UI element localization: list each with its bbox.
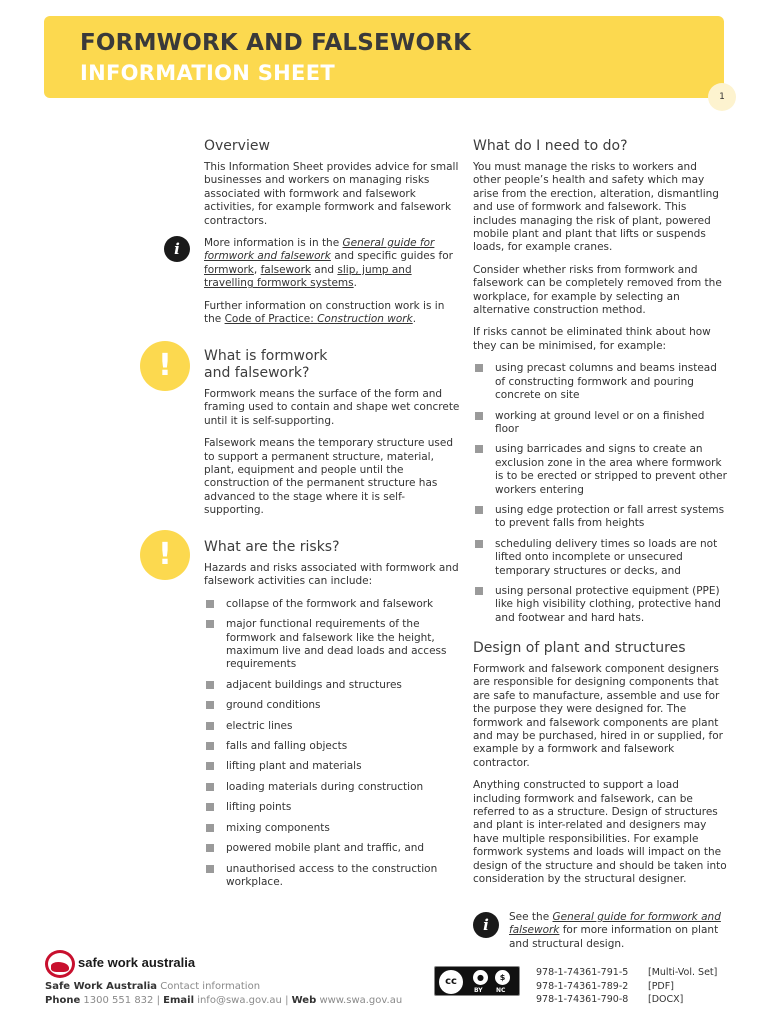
isbn-format: [DOCX] [648, 994, 684, 1005]
list-item-text: using precast columns and beams instead of constructing formwork and pouring concrete on site [495, 362, 717, 402]
list-item [204, 720, 460, 733]
isbn-format: [Multi-Vol. Set] [648, 967, 718, 978]
page-number: 1 [708, 83, 736, 111]
risks-heading: What are the risks? [204, 539, 340, 555]
phone-label: Phone [45, 995, 81, 1006]
what-do-para1: You must manage the risks to workers and other people’s health and safety which may arise from the erection, alteration, dismantling and use of formwork and falsework. This includes managing the risk of plant, powered mobile plant and plant that lifts or suspends loads, for example cranes. [473, 161, 719, 254]
list-item-text: lifting plant and materials [226, 760, 362, 773]
list-item-text: scheduling delivery times so loads are not lifted onto incomplete or unsecured temporary structures or decks, and [495, 537, 718, 577]
construction-work-label: Construction work [317, 313, 413, 326]
formwork-link[interactable]: formwork [204, 263, 254, 276]
more-info-prefix: More information is in the [204, 237, 343, 250]
what-do-para2: Consider whether risks from formwork and falsework can be completely removed from the workplace, for example by selecting an alternative construction method. [473, 263, 722, 317]
web-label: Web [291, 995, 317, 1006]
separator: | [281, 995, 292, 1006]
bullet-icon [206, 844, 214, 852]
what-is-heading [204, 348, 460, 382]
list-item [204, 822, 460, 835]
list-item-text: major functional requirements of the formwork and falsework like the height, maximum live and dead loads and access requirements [226, 618, 447, 671]
cc-license-icon [434, 966, 520, 996]
isbn-row [536, 993, 717, 1007]
isbn-number: 978-1-74361-791-5 [536, 967, 629, 978]
general-guide-link[interactable]: General guide for formwork and falsework [509, 911, 721, 937]
formwork-definition: Formwork means the surface of the form and framing used to contain and shape wet concrete until it is self-supporting. [204, 388, 460, 427]
contact-label: Contact information [157, 981, 261, 992]
more-info-end: . [353, 277, 357, 290]
see-also-end: for more information on plant and structural design. [509, 924, 719, 950]
title-line-1: FORMWORK AND FALSEWORK [80, 30, 472, 56]
what-do-heading: What do I need to do? [473, 138, 628, 154]
control-measures-list [473, 362, 727, 625]
more-info-mid: and specific guides for [330, 250, 453, 263]
isbn-number: 978-1-74361-789-2 [536, 980, 629, 992]
design-heading: Design of plant and structures [473, 640, 686, 656]
design-para2: Anything constructed to support a load including formwork and falsework, can be referred to as a structure. Design of structures and plant is inter-related and designers may have multiple responsibilities. For example formwork systems and loads will impact on the design of the structure and should be taken into consideration by the structural designer. [473, 779, 727, 886]
left-column [204, 138, 460, 335]
see-also-prefix: See the [509, 911, 553, 923]
bullet-icon [206, 701, 214, 709]
list-item-text: using personal protective equipment (PPE) like high visibility clothing, protective hand and footwear and hard hats. [495, 584, 721, 624]
swa-logo-icon [45, 950, 75, 978]
list-item [204, 863, 460, 890]
list-item-text: using edge protection or fall arrest systems to prevent falls from heights [495, 503, 725, 530]
list-item [204, 801, 460, 814]
isbn-row [536, 966, 717, 980]
what-is-heading-line2: and falsework? [204, 365, 310, 381]
what-is-section [204, 348, 460, 527]
what-is-heading-line1: What is formwork [204, 348, 328, 364]
cc-nc-label: NC [496, 987, 506, 994]
list-item-text: electric lines [226, 719, 293, 732]
list-item [204, 760, 460, 773]
list-item-text: mixing components [226, 821, 330, 834]
list-item [473, 362, 727, 402]
bullet-icon [206, 742, 214, 750]
warning-icon: ! [140, 530, 190, 580]
phone-number[interactable]: 1300 551 832 [83, 995, 154, 1006]
list-item-text: collapse of the formwork and falsework [226, 597, 434, 610]
info-icon: i [473, 912, 499, 938]
what-do-para3: If risks cannot be eliminated think about how they can be minimised, for example: [473, 326, 711, 352]
bullet-icon [206, 803, 214, 811]
list-item [204, 618, 460, 672]
bullet-icon [206, 824, 214, 832]
more-info-sep: and [310, 263, 338, 276]
contact-line [45, 980, 402, 994]
attribution-icon: ● [473, 970, 488, 985]
bullet-icon [206, 722, 214, 730]
contact-details [45, 994, 402, 1008]
list-item [473, 410, 727, 437]
further-prefix: Further information on construction work is in the [204, 299, 445, 326]
bullet-icon [206, 865, 214, 873]
bullet-icon [475, 412, 483, 420]
design-section [473, 640, 727, 896]
code-of-practice-link[interactable] [225, 313, 413, 325]
web-link[interactable]: www.swa.gov.au [319, 995, 403, 1006]
falsework-definition: Falsework means the temporary structure used to support a permanent structure, material, plant, equipment and people until the construction of the permanent structure has advanced to the stage where it is self-supporting. [204, 437, 454, 517]
risks-list [204, 598, 460, 890]
bullet-icon [206, 681, 214, 689]
list-item [204, 699, 460, 712]
info-icon: i [164, 236, 190, 262]
list-item-text: lifting points [226, 801, 292, 814]
list-item [204, 679, 460, 692]
design-para1: Formwork and falsework component designers are responsible for designing components that are safe to manufacture, assemble and use for the purpose they were designed for. The formwork and falsework components are plant and may be purchased, hired in or supplied, for example by a formwork and falsework contractor. [473, 663, 723, 769]
risks-intro: Hazards and risks associated with formwork and falsework activities can include: [204, 562, 459, 588]
list-item-text: working at ground level or on a finished floor [495, 409, 705, 435]
more-info-para [204, 237, 460, 291]
code-of-practice-label: Code of Practice: [224, 313, 318, 326]
list-item-text: powered mobile plant and traffic, and [226, 842, 425, 855]
list-item [204, 740, 460, 753]
list-item-text: loading materials during construction [226, 780, 424, 793]
list-item-text: ground conditions [226, 699, 321, 712]
isbn-number: 978-1-74361-790-8 [536, 994, 629, 1005]
list-item [473, 585, 727, 625]
list-item-text: using barricades and signs to create an exclusion zone in the area where formwork is to be erected or stripped to prevent other workers entering [495, 443, 727, 496]
isbn-list [536, 966, 717, 1007]
see-also-para [509, 911, 727, 951]
email-label: Email [163, 995, 194, 1006]
list-item [204, 598, 460, 611]
bullet-icon [475, 587, 483, 595]
further-end: . [412, 313, 417, 326]
list-item [473, 443, 727, 497]
overview-para: This Information Sheet provides advice for small businesses and workers on managing risks associated with formwork and falsework activities, for example formwork and falsework contractors. [204, 161, 459, 227]
brand-name: safe work australia [78, 955, 196, 970]
warning-icon: ! [140, 341, 190, 391]
list-item [473, 538, 727, 578]
list-item [473, 504, 727, 531]
risks-section [204, 539, 460, 897]
more-info-sep: , [253, 263, 261, 276]
contact-info [45, 980, 402, 1008]
header-banner [44, 16, 724, 98]
cc-logo-icon: cc [439, 970, 463, 994]
right-column [473, 138, 727, 633]
isbn-row [536, 980, 717, 994]
list-item-text: adjacent buildings and structures [226, 678, 402, 691]
bullet-icon [206, 762, 214, 770]
title-line-2: INFORMATION SHEET [80, 61, 335, 85]
cc-by-label: BY [474, 987, 483, 994]
bullet-icon [206, 783, 214, 791]
separator: | [153, 995, 164, 1006]
further-info-para [204, 300, 460, 327]
see-also-section [509, 911, 727, 960]
bullet-icon [475, 445, 483, 453]
contact-brand: Safe Work Australia [45, 981, 158, 992]
isbn-format: [PDF] [648, 980, 674, 992]
bullet-icon [475, 506, 483, 514]
list-item-text: falls and falling objects [226, 740, 348, 753]
bullet-icon [206, 620, 214, 628]
general-guide-link[interactable]: General guide for formwork and falsework [204, 237, 435, 263]
bullet-icon [475, 364, 483, 372]
noncommercial-icon: $ [495, 970, 510, 985]
overview-heading: Overview [204, 138, 270, 154]
bullet-icon [475, 540, 483, 548]
bullet-icon [206, 600, 214, 608]
email-link[interactable]: info@swa.gov.au [197, 995, 282, 1006]
falsework-link[interactable]: falsework [260, 263, 311, 276]
list-item [204, 781, 460, 794]
list-item [204, 842, 460, 855]
list-item-text: unauthorised access to the construction workplace. [226, 862, 438, 888]
slip-jump-link[interactable]: slip, jump and travelling formwork systems [204, 263, 412, 290]
